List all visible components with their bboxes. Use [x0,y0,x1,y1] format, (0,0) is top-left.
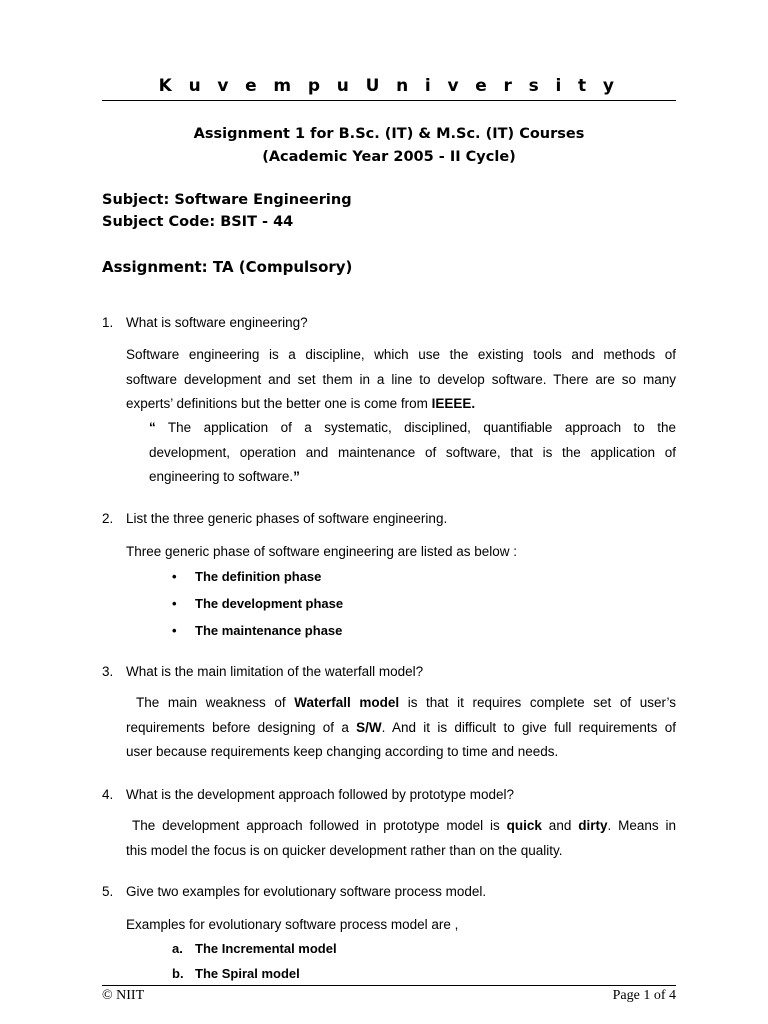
q3-text-e: . And it is difficult to give full requirements of [381,719,676,735]
q1-quote-line1-text: The application of a systematic, disciplined, quantifiable approach to the [155,420,676,435]
list-item [172,569,321,584]
q2-number: 2. [102,511,114,526]
q4-number: 4. [102,787,114,802]
bullet-icon: • [172,623,177,638]
list-item-text: The Incremental model [195,941,337,956]
list-item [172,966,300,981]
sw-term: S/W [356,719,382,735]
q4-answer-line1 [126,814,676,839]
quote-close-mark: ” [293,469,300,484]
q3-text-c: is that it requires complete set of user’s [399,695,676,710]
q3-answer-line2 [126,716,676,741]
q1-number: 1. [102,315,114,330]
university-title: K u v e m p u U n i v e r s i t y [158,76,620,96]
header-rule [102,100,676,101]
q2-question: List the three generic phases of software engineering. [126,511,448,526]
assignment-title-line1: Assignment 1 for B.Sc. (IT) & M.Sc. (IT) Courses [193,126,585,142]
quick-term: quick [506,818,542,833]
bullet-icon: • [172,569,177,584]
q1-quote-line3-text: engineering to software. [149,469,294,484]
ieee-term: IEEEE. [431,396,476,411]
list-item-text: The development phase [195,596,344,611]
footer-rule [102,985,676,986]
list-marker: b. [172,966,184,981]
q1-answer-line1: Software engineering is a discipline, which use the existing tools and methods of [126,347,676,362]
q4-answer-line2: this model the focus is on quicker development rather than on the quality. [126,842,563,858]
q5-question: Give two examples for evolutionary software process model. [126,884,487,899]
subject-heading: Subject: Software Engineering [102,192,352,208]
footer-page-number: Page 1 of 4 [612,988,676,1003]
q3-number: 3. [102,664,114,679]
q4-answer [126,814,676,863]
q1-answer-line3-text: experts’ definitions but the better one is come from [126,396,432,411]
list-item-text: The definition phase [195,569,322,584]
q1-quote-line3 [149,465,676,490]
list-item-text: The maintenance phase [195,623,343,638]
q3-answer-line3: user because requirements keep changing according to time and needs. [126,744,559,759]
q1-quote-line1 [149,416,676,441]
assignment-title-line2: (Academic Year 2005 - II Cycle) [262,149,516,165]
list-item-text: The Spiral model [195,966,300,981]
subject-code-heading: Subject Code: BSIT - 44 [102,214,294,230]
q3-text-a: The main weakness of [136,695,295,710]
dirty-term: dirty [578,818,608,833]
q1-answer [126,343,676,417]
q4-text-a: The development approach followed in prototype model is [132,818,507,833]
list-item [172,596,343,611]
q1-question: What is software engineering? [126,315,308,330]
q3-answer [126,691,676,765]
q3-text-d: requirements before designing of a [126,719,357,735]
q3-question: What is the main limitation of the waterfall model? [126,664,424,679]
q1-quote-line2: development, operation and maintenance of software, that is the application of [149,444,676,460]
list-marker: a. [172,941,183,956]
q3-answer-line1 [126,691,676,716]
bullet-icon: • [172,596,177,611]
q1-quote [149,416,676,490]
assignment-heading: Assignment: TA (Compulsory) [102,258,353,276]
list-item [172,941,337,956]
q4-question: What is the development approach followed by prototype model? [126,787,514,802]
q5-answer: Examples for evolutionary software process model are , [126,917,459,932]
list-item [172,623,342,638]
waterfall-term: Waterfall model [294,695,400,710]
q1-answer-line3 [126,392,676,417]
footer-copyright: © NIIT [102,988,145,1003]
q4-text-c: and [541,818,579,833]
q5-number: 5. [102,884,114,899]
q2-answer: Three generic phase of software engineering are listed as below : [126,544,517,559]
quote-open-mark: “ [149,420,156,435]
q4-text-e: . Means in [607,818,676,833]
q1-answer-line2: software development and set them in a line to develop software. There are so many [126,371,676,387]
